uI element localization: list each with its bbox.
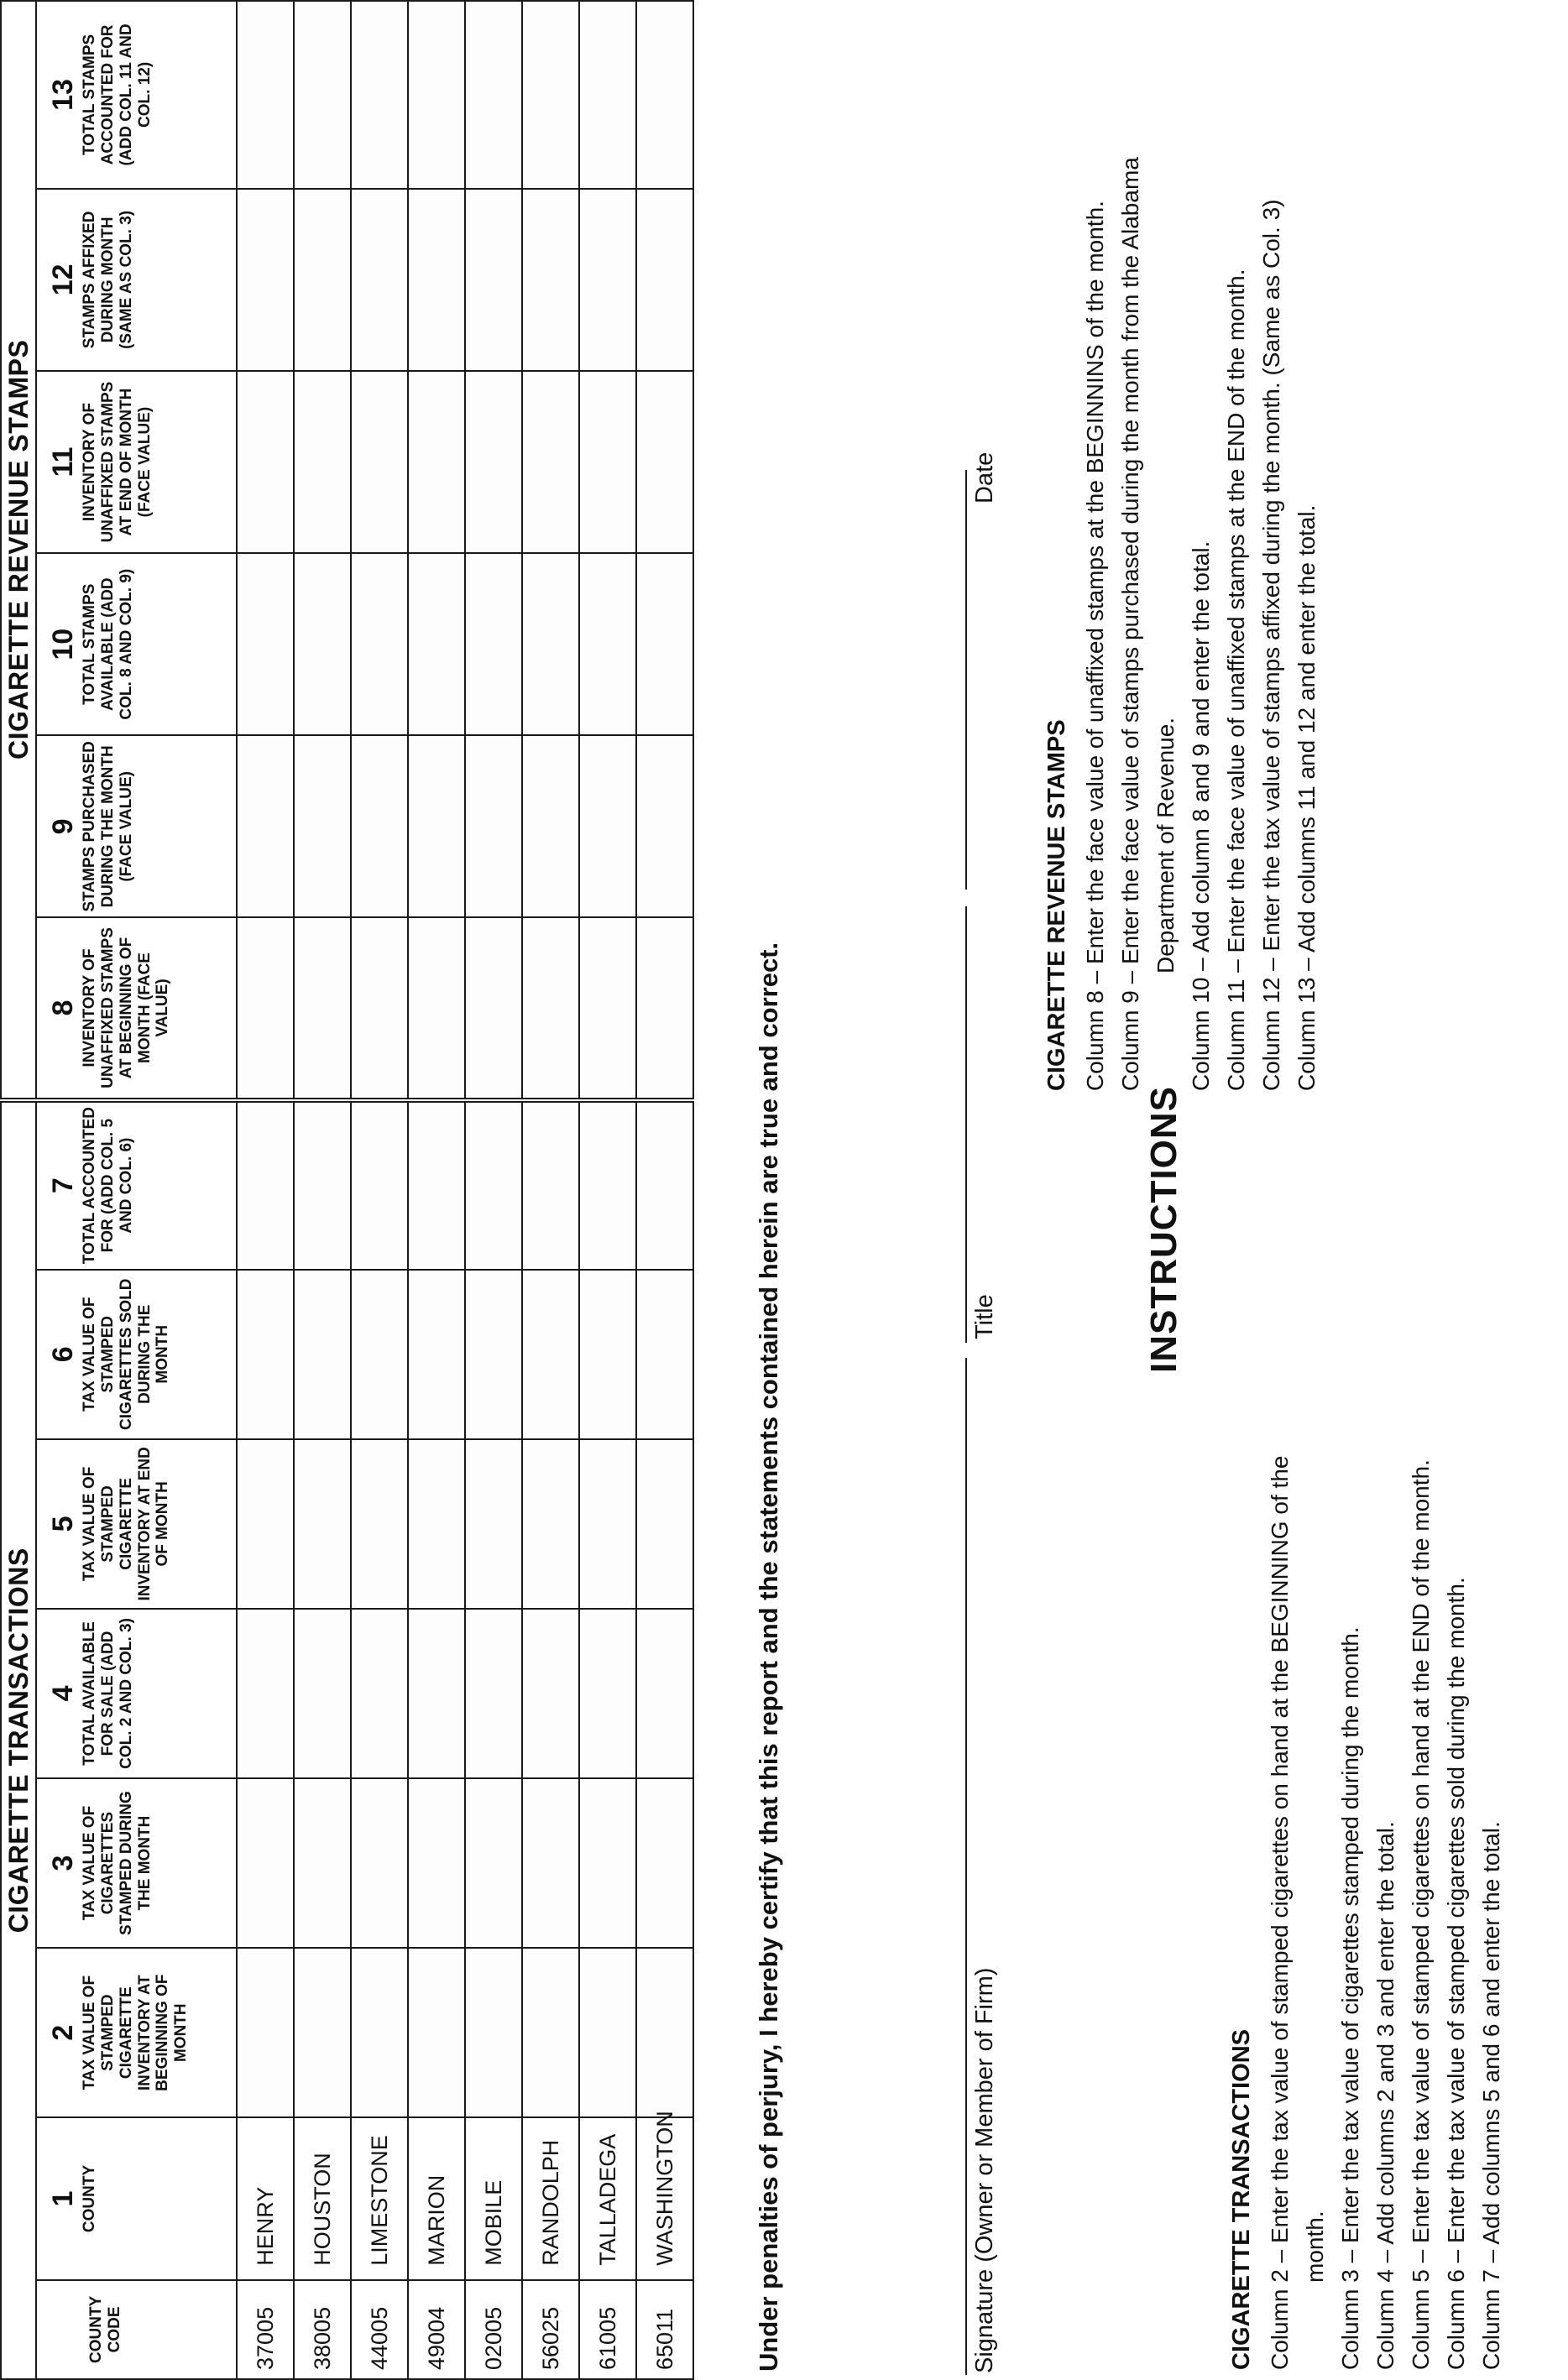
entry-cell-col-8[interactable] bbox=[579, 917, 636, 1099]
table-row bbox=[294, 1, 351, 2379]
entry-cell-col-2[interactable] bbox=[522, 1948, 579, 2117]
entry-cell-col-2[interactable] bbox=[636, 1948, 693, 2117]
column-label: TOTAL AVAILABLE FOR SALE (ADD COL. 2 AND COL. 3) bbox=[81, 1618, 135, 1769]
entry-cell-col-3[interactable] bbox=[408, 1778, 465, 1948]
column-header-5 bbox=[36, 1439, 237, 1609]
entry-cell-col-3[interactable] bbox=[351, 1778, 408, 1948]
column-label: STAMPS AFFIXED DURING MONTH (SAME AS COL. 3) bbox=[81, 210, 135, 349]
entry-cell-col-6[interactable] bbox=[351, 1270, 408, 1439]
entry-cell-col-9[interactable] bbox=[294, 735, 351, 917]
instruction-line: Column 3 – Enter the tax value of cigarettes stamped during the month. bbox=[1337, 1626, 1363, 2370]
entry-cell-col-4[interactable] bbox=[522, 1609, 579, 1778]
entry-cell-col-2[interactable] bbox=[351, 1948, 408, 2117]
county-code-cell: 61005 bbox=[579, 2280, 636, 2379]
entry-cell-col-13[interactable] bbox=[522, 1, 579, 189]
entry-cell-col-9[interactable] bbox=[636, 735, 693, 917]
column-label: TAX VALUE OF CIGARETTES STAMPED DURING THE MONTH bbox=[81, 1791, 154, 1935]
table-body bbox=[237, 1, 693, 2379]
entry-cell-col-8[interactable] bbox=[294, 917, 351, 1099]
entry-cell-col-10[interactable] bbox=[636, 553, 693, 735]
entry-cell-col-6[interactable] bbox=[294, 1270, 351, 1439]
column-label: TOTAL STAMPS ACCOUNTED FOR (ADD COL. 11 AND COL. 12) bbox=[81, 23, 154, 166]
entry-cell-col-12[interactable] bbox=[408, 189, 465, 371]
date-line bbox=[965, 470, 967, 890]
entry-cell-col-7[interactable] bbox=[408, 1100, 465, 1270]
entry-cell-col-11[interactable] bbox=[465, 371, 522, 553]
entry-cell-col-12[interactable] bbox=[294, 189, 351, 371]
signature-line bbox=[965, 1358, 967, 2375]
column-label: COUNTY CODE bbox=[87, 2295, 123, 2363]
column-label: INVENTORY OF UNAFFIXED STAMPS AT BEGINNING OF MONTH (FACE VALUE) bbox=[81, 927, 172, 1088]
county-name-cell: WASHINGTON bbox=[636, 2117, 693, 2280]
entry-cell-col-9[interactable] bbox=[237, 735, 294, 917]
county-code-cell: 37005 bbox=[237, 2280, 294, 2379]
entry-cell-col-7[interactable] bbox=[237, 1100, 294, 1270]
column-label: STAMPS PURCHASED DURING THE MONTH (FACE VALUE) bbox=[81, 741, 135, 912]
county-name-cell: HOUSTON bbox=[294, 2117, 351, 2280]
entry-cell-col-3[interactable] bbox=[636, 1778, 693, 1948]
county-name-cell: LIMESTONE bbox=[351, 2117, 408, 2280]
entry-cell-col-6[interactable] bbox=[465, 1270, 522, 1439]
instruction-line: Column 4 – Add columns 2 and 3 and enter the total. bbox=[1372, 1821, 1398, 2370]
column-number: 7 bbox=[47, 1177, 79, 1194]
date-label: Date bbox=[971, 451, 998, 504]
entry-cell-col-2[interactable] bbox=[237, 1948, 294, 2117]
column-header-10 bbox=[36, 553, 237, 735]
entry-cell-col-7[interactable] bbox=[636, 1100, 693, 1270]
entry-cell-col-7[interactable] bbox=[522, 1100, 579, 1270]
entry-cell-col-4[interactable] bbox=[237, 1609, 294, 1778]
entry-cell-col-7[interactable] bbox=[351, 1100, 408, 1270]
column-label: TAX VALUE OF STAMPED CIGARETTE INVENTORY AT BEGINNING OF MONTH bbox=[81, 1974, 191, 2091]
column-header-11 bbox=[36, 371, 237, 553]
column-header-row bbox=[36, 1, 237, 2379]
entry-cell-col-8[interactable] bbox=[636, 917, 693, 1099]
entry-cell-col-10[interactable] bbox=[351, 553, 408, 735]
entry-cell-col-12[interactable] bbox=[636, 189, 693, 371]
entry-cell-col-13[interactable] bbox=[636, 1, 693, 189]
entry-cell-col-6[interactable] bbox=[522, 1270, 579, 1439]
column-header-3 bbox=[36, 1778, 237, 1948]
entry-cell-col-6[interactable] bbox=[237, 1270, 294, 1439]
entry-cell-col-3[interactable] bbox=[237, 1778, 294, 1948]
county-code-cell: 56025 bbox=[522, 2280, 579, 2379]
column-number: 11 bbox=[47, 446, 79, 478]
column-label: TAX VALUE OF STAMPED CIGARETTE INVENTORY AT END OF MONTH bbox=[81, 1447, 172, 1601]
entry-cell-col-13[interactable] bbox=[351, 1, 408, 189]
entry-cell-col-11[interactable] bbox=[237, 371, 294, 553]
instruction-line: Column 5 – Enter the tax value of stamped cigarettes on hand at the END of the month. bbox=[1408, 1459, 1434, 2370]
column-number: 3 bbox=[47, 1855, 79, 1871]
entry-cell-col-12[interactable] bbox=[351, 189, 408, 371]
instruction-line: Column 2 – Enter the tax value of stamped cigarettes on hand at the BEGINNING of the bbox=[1267, 1455, 1293, 2370]
table-row bbox=[636, 1, 693, 2379]
instruction-line: Column 13 – Add columns 11 and 12 and enter the total. bbox=[1294, 504, 1320, 1091]
entry-cell-col-6[interactable] bbox=[579, 1270, 636, 1439]
county-name-cell: MARION bbox=[408, 2117, 465, 2280]
column-number: 6 bbox=[47, 1346, 79, 1363]
instruction-line: Column 9 – Enter the face value of stamps purchased during the month from the Alabama bbox=[1117, 157, 1143, 1091]
table-row bbox=[465, 1, 522, 2379]
entry-cell-col-2[interactable] bbox=[294, 1948, 351, 2117]
instruction-line: Column 12 – Enter the tax value of stamps affixed during the month. (Same as Col. 3) bbox=[1258, 199, 1284, 1091]
column-number: 13 bbox=[47, 78, 79, 111]
entry-cell-col-4[interactable] bbox=[465, 1609, 522, 1778]
instructions-transactions-heading: CIGARETTE TRANSACTIONS bbox=[1228, 2029, 1255, 2370]
column-header-1 bbox=[36, 2117, 237, 2280]
column-number: 10 bbox=[47, 628, 79, 660]
entry-cell-col-12[interactable] bbox=[237, 189, 294, 371]
column-number: 8 bbox=[47, 999, 79, 1016]
report-table bbox=[0, 0, 694, 2380]
entry-cell-col-11[interactable] bbox=[294, 371, 351, 553]
county-name-cell: TALLADEGA bbox=[579, 2117, 636, 2280]
column-header-2 bbox=[36, 1948, 237, 2117]
title-label: Title bbox=[971, 1294, 998, 1339]
entry-cell-col-3[interactable] bbox=[522, 1778, 579, 1948]
entry-cell-col-13[interactable] bbox=[465, 1, 522, 189]
county-code-cell: 49004 bbox=[408, 2280, 465, 2379]
entry-cell-col-10[interactable] bbox=[465, 553, 522, 735]
county-name-cell: MOBILE bbox=[465, 2117, 522, 2280]
title-line bbox=[965, 906, 967, 1343]
table-row bbox=[408, 1, 465, 2379]
entry-cell-col-8[interactable] bbox=[465, 917, 522, 1099]
entry-cell-col-5[interactable] bbox=[636, 1439, 693, 1609]
instructions-stamps-heading: CIGARETTE REVENUE STAMPS bbox=[1043, 719, 1070, 1091]
column-number: 4 bbox=[47, 1685, 79, 1702]
entry-cell-col-13[interactable] bbox=[237, 1, 294, 189]
column-number: 5 bbox=[47, 1516, 79, 1532]
entry-cell-col-7[interactable] bbox=[579, 1100, 636, 1270]
entry-cell-col-9[interactable] bbox=[465, 735, 522, 917]
entry-cell-col-8[interactable] bbox=[237, 917, 294, 1099]
column-number: 9 bbox=[47, 818, 79, 835]
column-header-12 bbox=[36, 189, 237, 371]
entry-cell-col-13[interactable] bbox=[294, 1, 351, 189]
entry-cell-col-2[interactable] bbox=[408, 1948, 465, 2117]
entry-cell-col-4[interactable] bbox=[408, 1609, 465, 1778]
entry-cell-col-5[interactable] bbox=[579, 1439, 636, 1609]
entry-cell-col-2[interactable] bbox=[465, 1948, 522, 2117]
column-label: TAX VALUE OF STAMPED CIGARETTES SOLD DURING THE MONTH bbox=[81, 1278, 172, 1430]
section-header-transactions: CIGARETTE TRANSACTIONS bbox=[1, 1100, 36, 2379]
column-header-4 bbox=[36, 1609, 237, 1778]
entry-cell-col-11[interactable] bbox=[636, 371, 693, 553]
table-row bbox=[351, 1, 408, 2379]
county-code-cell: 38005 bbox=[294, 2280, 351, 2379]
instruction-line: Department of Revenue. bbox=[1152, 717, 1179, 973]
entry-cell-col-6[interactable] bbox=[408, 1270, 465, 1439]
entry-cell-col-10[interactable] bbox=[522, 553, 579, 735]
entry-cell-col-5[interactable] bbox=[351, 1439, 408, 1609]
column-number: 2 bbox=[47, 2024, 79, 2041]
county-name-cell: RANDOLPH bbox=[522, 2117, 579, 2280]
entry-cell-col-12[interactable] bbox=[579, 189, 636, 371]
section-header-stamps: CIGARETTE REVENUE STAMPS bbox=[1, 1, 36, 1100]
entry-cell-col-11[interactable] bbox=[579, 371, 636, 553]
entry-cell-col-12[interactable] bbox=[522, 189, 579, 371]
column-header-13 bbox=[36, 1, 237, 189]
instruction-line: Column 7 – Add columns 5 and 6 and enter the total. bbox=[1478, 1821, 1504, 2370]
entry-cell-col-4[interactable] bbox=[294, 1609, 351, 1778]
table-row bbox=[579, 1, 636, 2379]
entry-cell-col-3[interactable] bbox=[465, 1778, 522, 1948]
column-label: INVENTORY OF UNAFFIXED STAMPS AT END OF MONTH (FACE VALUE) bbox=[81, 381, 154, 543]
table-row bbox=[237, 1, 294, 2379]
column-header-code bbox=[36, 2280, 237, 2379]
entry-cell-col-13[interactable] bbox=[408, 1, 465, 189]
column-label: TOTAL STAMPS AVAILABLE (ADD COL. 8 AND COL. 9) bbox=[81, 568, 135, 720]
entry-cell-col-4[interactable] bbox=[351, 1609, 408, 1778]
entry-cell-col-11[interactable] bbox=[351, 371, 408, 553]
entry-cell-col-5[interactable] bbox=[408, 1439, 465, 1609]
entry-cell-col-9[interactable] bbox=[408, 735, 465, 917]
entry-cell-col-10[interactable] bbox=[237, 553, 294, 735]
instructions-stamps bbox=[1039, 157, 1325, 1091]
entry-cell-col-4[interactable] bbox=[636, 1609, 693, 1778]
entry-cell-col-3[interactable] bbox=[294, 1778, 351, 1948]
county-code-cell: 02005 bbox=[465, 2280, 522, 2379]
column-label: TOTAL ACCOUNTED FOR (ADD COL. 5 AND COL. 6) bbox=[81, 1107, 135, 1265]
certification-statement: Under penalties of perjury, I hereby certify that this report and the statements contained herein are true and correct. bbox=[754, 942, 783, 2372]
column-number: 1 bbox=[47, 2190, 79, 2207]
entry-cell-col-11[interactable] bbox=[408, 371, 465, 553]
entry-cell-col-5[interactable] bbox=[465, 1439, 522, 1609]
entry-cell-col-5[interactable] bbox=[522, 1439, 579, 1609]
column-number: 12 bbox=[47, 264, 79, 296]
instruction-line: Column 10 – Add column 8 and 9 and enter the total. bbox=[1188, 540, 1214, 1091]
entry-cell-col-11[interactable] bbox=[522, 371, 579, 553]
entry-cell-col-8[interactable] bbox=[522, 917, 579, 1099]
entry-cell-col-3[interactable] bbox=[579, 1778, 636, 1948]
instruction-line: Column 8 – Enter the face value of unaffixed stamps at the BEGINNINS of the month. bbox=[1082, 201, 1108, 1091]
entry-cell-col-9[interactable] bbox=[351, 735, 408, 917]
instruction-line: month. bbox=[1302, 2210, 1328, 2283]
instruction-line: Column 11 – Enter the face value of unaffixed stamps at the END of the month. bbox=[1223, 269, 1249, 1091]
column-label: COUNTY bbox=[81, 2164, 98, 2233]
signature-label: Signature (Owner or Member of Firm) bbox=[971, 1967, 998, 2373]
entry-cell-col-8[interactable] bbox=[408, 917, 465, 1099]
entry-cell-col-5[interactable] bbox=[294, 1439, 351, 1609]
entry-cell-col-7[interactable] bbox=[465, 1100, 522, 1270]
entry-cell-col-9[interactable] bbox=[522, 735, 579, 917]
entry-cell-col-8[interactable] bbox=[351, 917, 408, 1099]
entry-cell-col-2[interactable] bbox=[579, 1948, 636, 2117]
instructions-transactions bbox=[1224, 1456, 1509, 2370]
column-header-9 bbox=[36, 735, 237, 917]
instructions-title: INSTRUCTIONS bbox=[1143, 1086, 1184, 1373]
entry-cell-col-12[interactable] bbox=[465, 189, 522, 371]
entry-cell-col-13[interactable] bbox=[579, 1, 636, 189]
column-header-8 bbox=[36, 917, 237, 1099]
entry-cell-col-5[interactable] bbox=[237, 1439, 294, 1609]
county-name-cell: HENRY bbox=[237, 2117, 294, 2280]
county-code-cell: 65011 bbox=[636, 2280, 693, 2379]
column-header-6 bbox=[36, 1270, 237, 1439]
table-row bbox=[522, 1, 579, 2379]
entry-cell-col-4[interactable] bbox=[579, 1609, 636, 1778]
entry-cell-col-10[interactable] bbox=[579, 553, 636, 735]
entry-cell-col-10[interactable] bbox=[408, 553, 465, 735]
entry-cell-col-7[interactable] bbox=[294, 1100, 351, 1270]
entry-cell-col-6[interactable] bbox=[636, 1270, 693, 1439]
entry-cell-col-9[interactable] bbox=[579, 735, 636, 917]
county-code-cell: 44005 bbox=[351, 2280, 408, 2379]
instruction-line: Column 6 – Enter the tax value of stamped cigarettes sold during the month. bbox=[1443, 1577, 1469, 2370]
entry-cell-col-10[interactable] bbox=[294, 553, 351, 735]
column-header-7 bbox=[36, 1100, 237, 1270]
